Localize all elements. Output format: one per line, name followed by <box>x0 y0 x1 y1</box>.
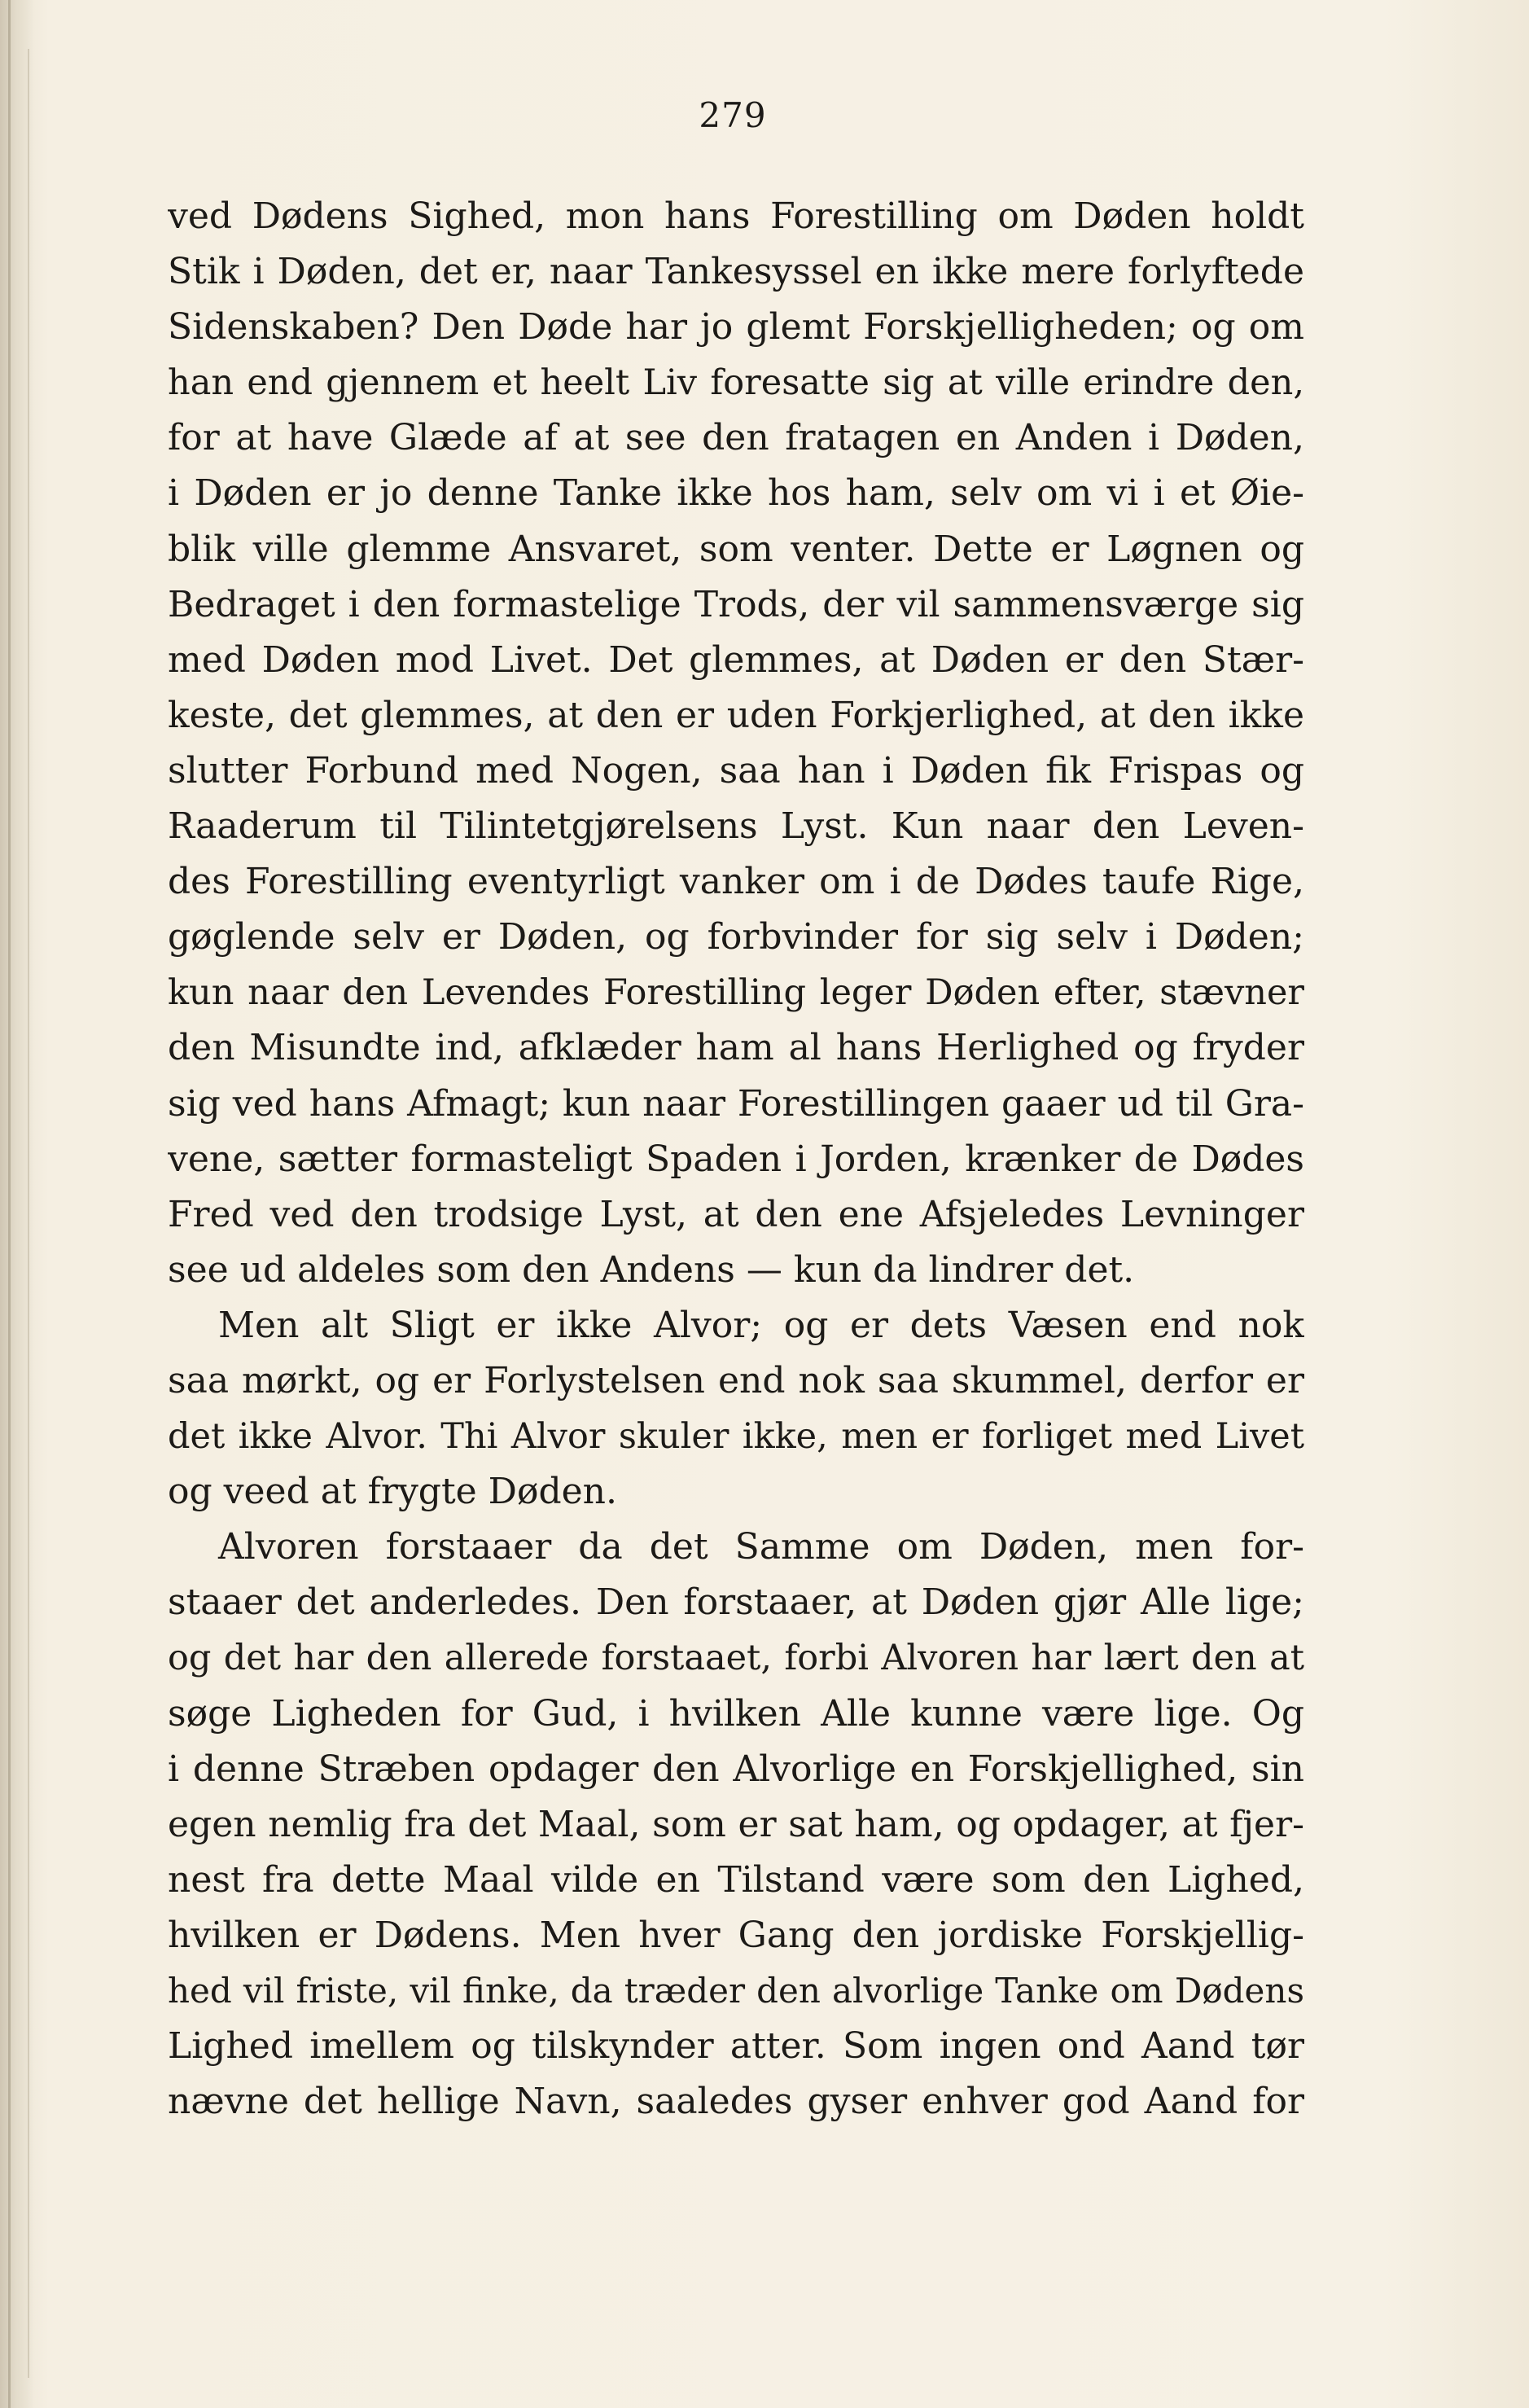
text-line: egen nemlig fra det Maal, som er sat ham, og opdager, at fjer- <box>168 1803 1304 1845</box>
text-line: Stik i Døden, det er, naar Tankesyssel en ikke mere forlyftede <box>168 251 1304 293</box>
text-line: den Misundte ind, afklæder ham al hans Herlighed og fryder <box>168 1027 1304 1069</box>
text-line: hed vil friste, vil finke, da træder den alvorlige Tanke om Dødens <box>168 1971 1304 2011</box>
text-line: Lighed imellem og tilskynder atter. Som ingen ond Aand tør <box>168 2025 1304 2068</box>
text-line: i denne Stræben opdager den Alvorlige en Forskjellighed, sin <box>168 1748 1304 1790</box>
text-line: blik ville glemme Ansvaret, som venter. Dette er Løgnen og <box>168 528 1304 570</box>
body-text <box>168 189 1304 2129</box>
text-line: gøglende selv er Døden, og forbvinder for sig selv i Døden; <box>168 916 1304 958</box>
paragraph-first-line: Men alt Sligt er ikke Alvor; og er dets Væsen end nok <box>218 1304 1304 1346</box>
page-edge-line-inner <box>28 49 29 2378</box>
text-line: med Døden mod Livet. Det glemmes, at Døden er den Stær- <box>168 638 1304 681</box>
text-line: nest fra dette Maal vilde en Tilstand være som den Lighed, <box>168 1858 1304 1901</box>
text-line: saa mørkt, og er Forlystelsen end nok saa skummel, derfor er <box>168 1359 1304 1401</box>
text-line: vene, sætter formasteligt Spaden i Jorden, krænker de Dødes <box>168 1138 1304 1180</box>
paragraph-last-line: see ud aldeles som den Andens — kun da lindrer det. <box>168 1248 1135 1291</box>
text-line: Bedraget i den formastelige Trods, der vil sammensværge sig <box>168 583 1304 625</box>
text-line: søge Ligheden for Gud, i hvilken Alle kunne være lige. Og <box>168 1692 1304 1735</box>
text-line: Fred ved den trodsige Lyst, at den ene Afsjeledes Levninger <box>168 1193 1304 1235</box>
text-line: nævne det hellige Navn, saaledes gyser enhver god Aand for <box>168 2081 1304 2123</box>
text-line: og det har den allerede forstaaet, forbi Alvoren har lært den at <box>168 1638 1304 1679</box>
text-line: kun naar den Levendes Forestilling leger Døden efter, stævner <box>168 972 1304 1014</box>
text-line: ved Dødens Sighed, mon hans Forestilling om Døden holdt <box>168 195 1304 237</box>
text-line: des Forestilling eventyrligt vanker om i de Dødes taufe Rige, <box>168 861 1304 903</box>
text-line: i Døden er jo denne Tanke ikke hos ham, selv om vi i et Øie- <box>168 472 1304 515</box>
text-line: det ikke Alvor. Thi Alvor skuler ikke, men er forliget med Livet <box>168 1416 1304 1458</box>
paragraph-first-line: Alvoren forstaaer da det Samme om Døden, men for- <box>218 1526 1304 1568</box>
text-line: keste, det glemmes, at den er uden Forkjerlighed, at den ikke <box>168 694 1304 736</box>
text-line: sig ved hans Afmagt; kun naar Forestillingen gaaer ud til Gra- <box>168 1082 1304 1125</box>
text-line: staaer det anderledes. Den forstaaer, at Døden gjør Alle lige; <box>168 1581 1304 1624</box>
page-number: 279 <box>699 95 767 135</box>
text-line: slutter Forbund med Nogen, saa han i Døden fik Frispas og <box>168 749 1304 792</box>
text-line: Sidenskaben? Den Døde har jo glemt Forskjelligheden; og om <box>168 306 1304 349</box>
text-line: Raaderum til Tilintetgjørelsens Lyst. Kun naar den Leven- <box>168 805 1304 848</box>
page-edge-line <box>8 0 11 2408</box>
text-line: for at have Glæde af at see den fratagen en Anden i Døden, <box>168 417 1304 459</box>
text-line: hvilken er Dødens. Men hver Gang den jordiske Forskjellig- <box>168 1914 1304 1956</box>
text-line: han end gjennem et heelt Liv foresatte sig at ville erindre den, <box>168 362 1304 404</box>
paragraph-last-line: og veed at frygte Døden. <box>168 1471 617 1513</box>
